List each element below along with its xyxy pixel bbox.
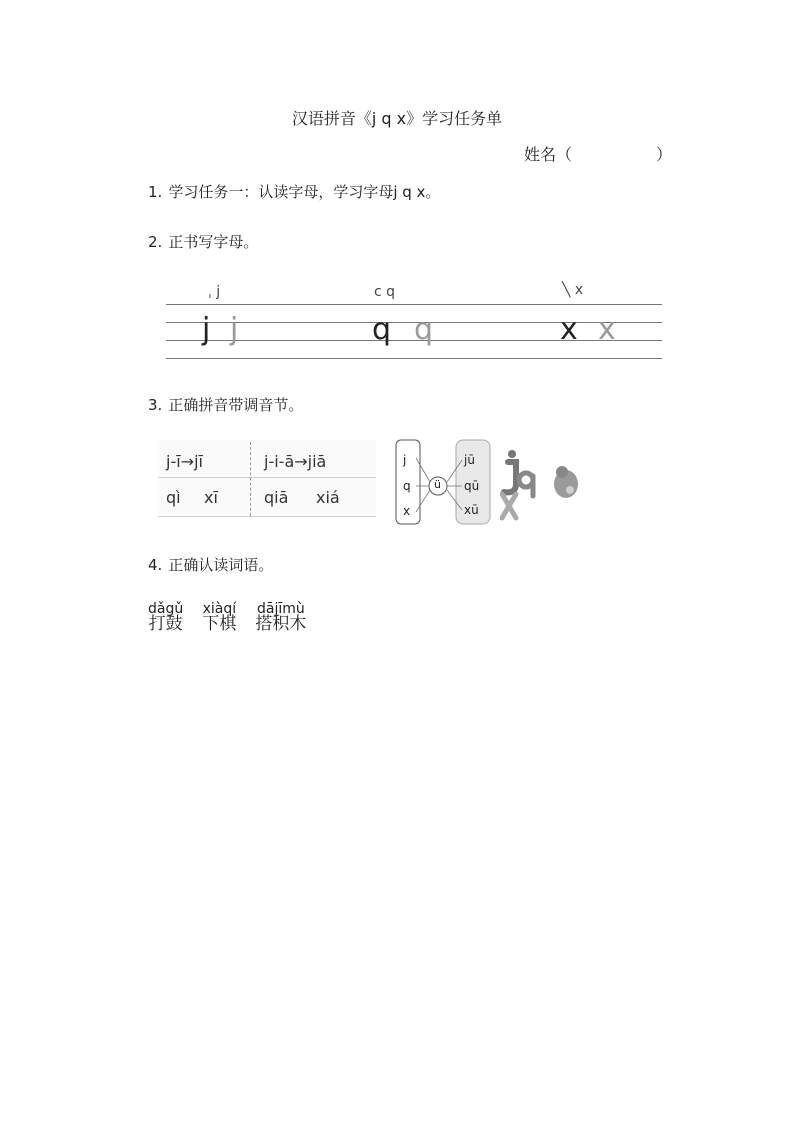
section-number: 2. (148, 233, 163, 251)
letter-x-trace: x (598, 312, 616, 347)
result-xu: xū (464, 503, 479, 517)
spell-ji: j-ī→jī (166, 452, 203, 471)
syllable-xia: xiá (316, 488, 340, 507)
letter-j: j (202, 312, 211, 347)
word-pinyin: dǎgǔ (148, 601, 184, 617)
word-list (148, 603, 320, 633)
page-title: 汉语拼音《j q x》学习任务单 (291, 109, 503, 128)
initial-x: x (403, 504, 411, 518)
initial-q: q (403, 479, 411, 493)
section-text: 正确认读词语。 (168, 556, 274, 574)
stroke-order-q: c q (374, 284, 396, 300)
letter-q-trace: q (414, 312, 434, 347)
syllable-qia: qiā (264, 488, 289, 507)
syllable-xi: xī (204, 488, 218, 507)
section-1 (148, 181, 440, 202)
word-hanzi: 下棋 (202, 614, 237, 634)
section-3 (148, 394, 303, 415)
name-field (524, 142, 672, 165)
section-text: 正书写字母。 (168, 233, 259, 251)
section-text: 学习任务一：认读字母，学习字母j q x。 (168, 183, 441, 201)
syllable-qi: qì (166, 488, 181, 507)
word-hanzi: 打鼓 (148, 614, 183, 634)
word-item (255, 603, 306, 633)
section-number: 4. (148, 556, 163, 574)
vowel-u: ü (434, 478, 441, 491)
cartoon-letters-illustration (500, 448, 586, 524)
word-item (148, 603, 183, 633)
stroke-order-x: ╲ x (562, 282, 584, 298)
cartoon-j-icon (504, 450, 516, 492)
section-text: 正确拼音带调音节。 (168, 396, 304, 414)
cartoon-creature-icon (554, 466, 578, 498)
name-label: 姓名（ (524, 145, 573, 164)
cartoon-x-icon (502, 494, 516, 518)
stroke-order-j: ˌ j (208, 284, 221, 300)
section-number: 3. (148, 396, 163, 414)
cartoon-q-icon (519, 473, 533, 496)
spell-jia: j-i-ā→jiā (264, 452, 327, 471)
section-number: 1. (148, 183, 163, 201)
letter-j-trace: j (230, 312, 239, 347)
letter-q: q (372, 312, 392, 347)
box-divider (158, 477, 376, 478)
word-item (202, 603, 236, 633)
grid-line (166, 358, 662, 359)
box-bottom (158, 516, 376, 517)
result-qu: qū (464, 479, 480, 493)
initial-j: j (403, 453, 407, 467)
result-ju: jū (464, 453, 475, 467)
word-pinyin: dājīmù (257, 601, 305, 617)
letter-x: x (560, 312, 578, 347)
section-2 (148, 231, 258, 252)
word-pinyin: xiàqí (202, 601, 237, 617)
name-close: ） (656, 145, 673, 164)
box-divider-vertical (250, 442, 251, 516)
grid-line (166, 304, 662, 305)
word-hanzi: 搭积木 (255, 614, 307, 634)
section-4 (148, 554, 273, 575)
